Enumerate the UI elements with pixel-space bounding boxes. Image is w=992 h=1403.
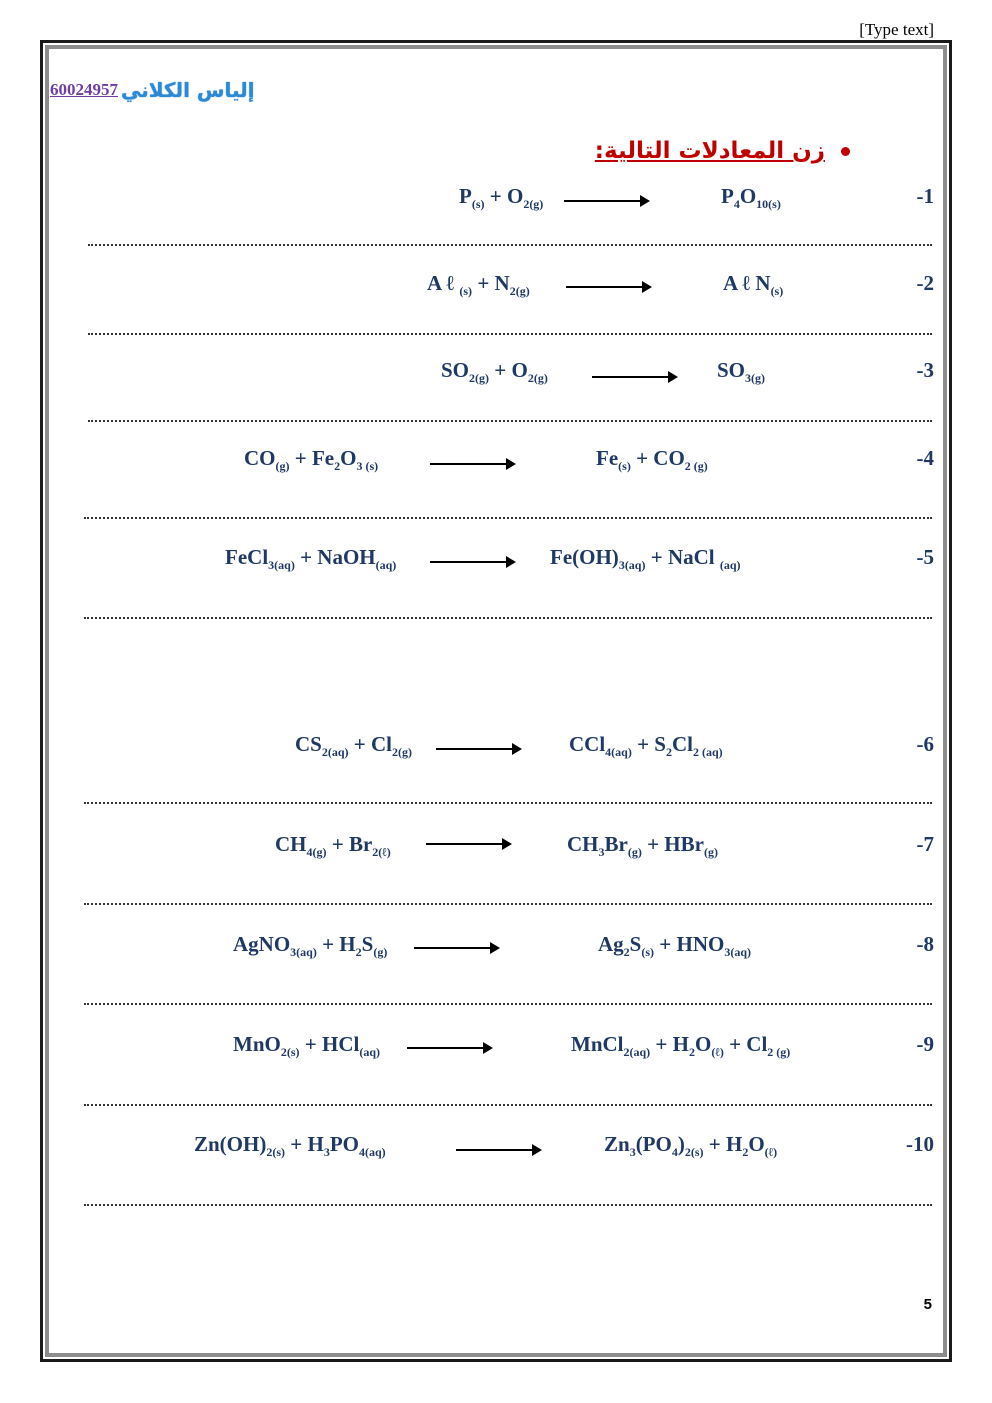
reaction-arrow-icon bbox=[430, 463, 514, 465]
equation-reactants: $Zn(OH)_{2(s)} + H_3PO_{4(aq)}$ bbox=[194, 1132, 386, 1160]
equation-products: $CCl_{4(aq)} + S_2Cl_{2 (aq)}$ bbox=[569, 732, 723, 760]
watermark-logo: إلياس الكلاني bbox=[121, 78, 255, 102]
equation-products: A ℓ $N_{(s)}$ bbox=[723, 271, 784, 299]
bullet-icon bbox=[841, 147, 850, 156]
equation-reactants: $CS_{2(aq)} + Cl_{2(g)}$ bbox=[295, 732, 412, 760]
equation-4 bbox=[0, 446, 992, 486]
equation-reactants: FeCl$_{3(aq)}$ + NaOH$_{(aq)}$ bbox=[225, 545, 397, 573]
equation-number: -3 bbox=[916, 358, 934, 382]
header-text: [Type text] bbox=[859, 20, 934, 39]
reaction-arrow-icon bbox=[407, 1047, 491, 1049]
equation-number: -9 bbox=[916, 1032, 934, 1056]
answer-line[interactable] bbox=[88, 420, 932, 422]
equation-reactants: $CH_{4(g)} + Br_{2(\ell)}$ bbox=[275, 832, 391, 860]
answer-line[interactable] bbox=[84, 903, 932, 905]
answer-line[interactable] bbox=[84, 1003, 932, 1005]
answer-line[interactable] bbox=[84, 517, 932, 519]
reaction-arrow-icon bbox=[426, 843, 510, 845]
equation-number: -1 bbox=[916, 184, 934, 208]
equation-reactants: $SO_{2(g)} + O_{2(g)}$ bbox=[441, 358, 548, 386]
reaction-arrow-icon bbox=[414, 947, 498, 949]
equation-products: $Ag_2S_{(s)} + HNO_{3(aq)}$ bbox=[598, 932, 752, 960]
heading-text: زن المعادلات التالية: bbox=[594, 138, 825, 164]
equation-number: -6 bbox=[916, 732, 934, 756]
answer-line[interactable] bbox=[84, 617, 932, 619]
equation-reactants: $CO_{(g)} + Fe_2O_{3 (s)}$ bbox=[244, 446, 379, 474]
equation-reactants: AgNO$_{3(aq)}$ + $H_2S_{(g)}$ bbox=[233, 932, 388, 960]
equation-2 bbox=[0, 271, 992, 311]
equation-products: $Fe(OH)_{3(aq)}$ + NaCl $_{(aq)}$ bbox=[550, 545, 741, 573]
reaction-arrow-icon bbox=[564, 200, 648, 202]
page-number: 5 bbox=[923, 1296, 932, 1313]
equation-reactants: $P_{(s)} + O_{2(g)}$ bbox=[459, 184, 544, 212]
answer-line[interactable] bbox=[88, 244, 932, 246]
reaction-arrow-icon bbox=[592, 376, 676, 378]
equation-reactants: A ℓ $_{(s)} + N_{2(g)}$ bbox=[427, 271, 530, 299]
equation-products: $P_4O_{10(s)}$ bbox=[721, 184, 781, 212]
reaction-arrow-icon bbox=[456, 1149, 540, 1151]
equation-6 bbox=[0, 732, 992, 772]
equation-number: -4 bbox=[916, 446, 934, 470]
equation-number: -8 bbox=[916, 932, 934, 956]
equation-number: -5 bbox=[916, 545, 934, 569]
equation-products: $Fe_{(s)} + CO_{2 (g)}$ bbox=[596, 446, 708, 474]
equation-products: $SO_{3(g)}$ bbox=[717, 358, 766, 386]
equation-reactants: MnO$_{2(s)}$ + HCl$_{(aq)}$ bbox=[233, 1032, 380, 1060]
equation-1 bbox=[0, 184, 992, 224]
reaction-arrow-icon bbox=[436, 748, 520, 750]
watermark-phone: 60024957 bbox=[50, 80, 118, 99]
equation-8 bbox=[0, 932, 992, 972]
equation-products: $Zn_3(PO_4)_{2(s)} + H_2O_{(\ell)}$ bbox=[604, 1132, 778, 1160]
equation-10 bbox=[0, 1132, 992, 1172]
equation-3 bbox=[0, 358, 992, 398]
equation-7 bbox=[0, 832, 992, 872]
answer-line[interactable] bbox=[84, 1204, 932, 1206]
equation-number: -7 bbox=[916, 832, 934, 856]
watermark bbox=[50, 78, 255, 102]
reaction-arrow-icon bbox=[430, 561, 514, 563]
section-heading bbox=[595, 138, 850, 164]
equation-9 bbox=[0, 1032, 992, 1072]
equation-number: -10 bbox=[906, 1132, 934, 1156]
reaction-arrow-icon bbox=[566, 286, 650, 288]
equation-5 bbox=[0, 545, 992, 585]
equation-products: $CH_3Br_{(g)} + HBr_{(g)}$ bbox=[567, 832, 718, 860]
answer-line[interactable] bbox=[84, 802, 932, 804]
equation-products: MnCl$_{2(aq)}$ + $H_2O_{(\ell)} + Cl_{2 (g)}$ bbox=[571, 1032, 791, 1060]
answer-line[interactable] bbox=[84, 1104, 932, 1106]
equation-number: -2 bbox=[916, 271, 934, 295]
answer-line[interactable] bbox=[88, 333, 932, 335]
